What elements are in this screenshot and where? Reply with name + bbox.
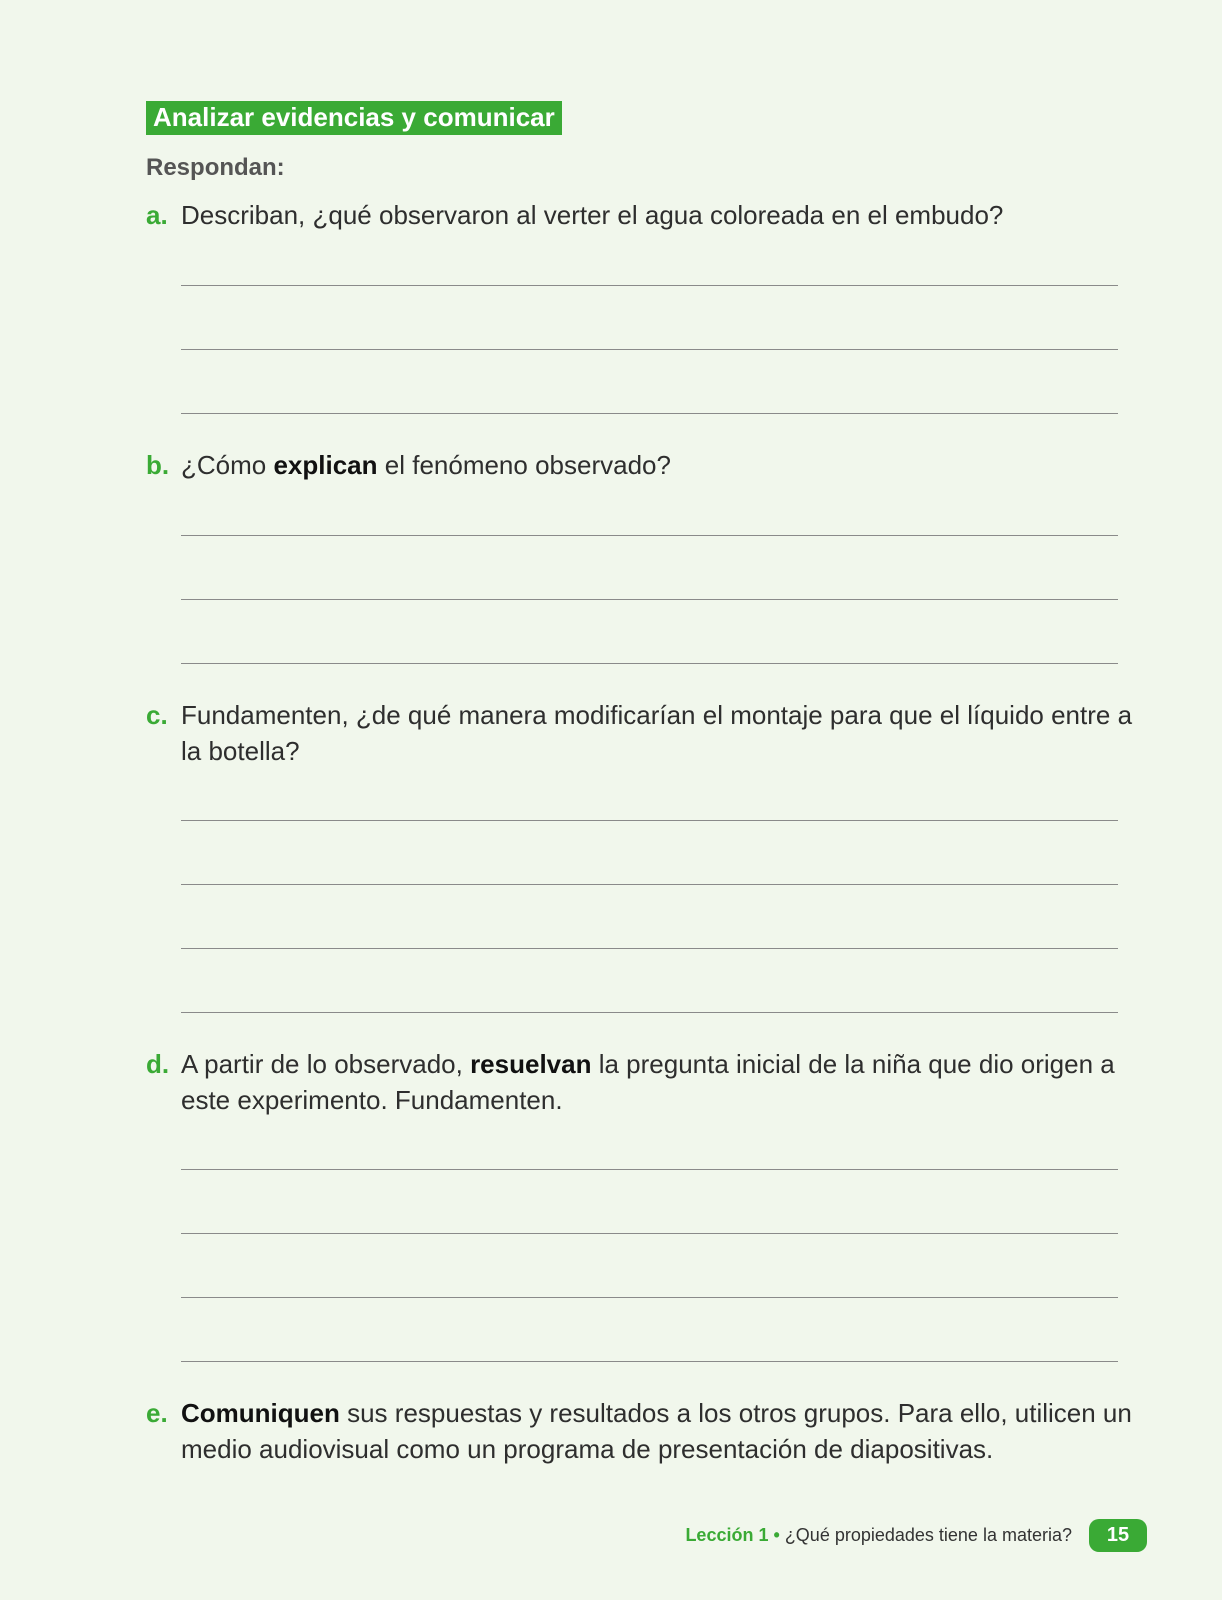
answer-line[interactable] xyxy=(181,820,1118,821)
question-letter: a. xyxy=(146,200,168,230)
answer-line[interactable] xyxy=(181,1169,1118,1170)
answer-line[interactable] xyxy=(181,1233,1118,1234)
lesson-label: Lección 1 xyxy=(685,1525,769,1545)
answer-line[interactable] xyxy=(181,535,1118,536)
question-letter: b. xyxy=(146,450,170,480)
answer-line[interactable] xyxy=(181,1297,1118,1298)
answer-line[interactable] xyxy=(181,884,1118,885)
question-letter: d. xyxy=(146,1049,170,1079)
question-text: ¿Cómo explican el fenómeno observado? xyxy=(181,450,671,480)
answer-line[interactable] xyxy=(181,948,1118,949)
footer-lesson-title xyxy=(685,1525,1072,1546)
answer-line[interactable] xyxy=(181,349,1118,350)
question-a xyxy=(146,197,1136,233)
answer-line[interactable] xyxy=(181,1012,1118,1013)
question-text: Comuniquen sus respuestas y resultados a los otros grupos. Para ello, utilicen un medio audiovisual como un programa de presentación de diapositivas. xyxy=(181,1398,1132,1464)
footer-separator: • xyxy=(773,1525,780,1545)
question-letter: c. xyxy=(146,700,168,730)
page-number-badge: 15 xyxy=(1089,1519,1147,1552)
section-title: Analizar evidencias y comunicar xyxy=(146,101,562,135)
question-text: Describan, ¿qué observaron al verter el agua coloreada en el embudo? xyxy=(181,200,1004,230)
question-e xyxy=(146,1395,1136,1467)
question-text: Fundamenten, ¿de qué manera modificarían el montaje para que el líquido entre a la botella? xyxy=(181,700,1133,766)
question-letter: e. xyxy=(146,1398,168,1428)
page-footer xyxy=(0,1519,1222,1553)
answer-line[interactable] xyxy=(181,663,1118,664)
answer-line[interactable] xyxy=(181,285,1118,286)
answer-line[interactable] xyxy=(181,1361,1118,1362)
answer-line[interactable] xyxy=(181,599,1118,600)
lesson-title: ¿Qué propiedades tiene la materia? xyxy=(784,1525,1072,1545)
question-c xyxy=(146,697,1136,769)
question-b xyxy=(146,447,1136,483)
answer-line[interactable] xyxy=(181,413,1118,414)
question-text: A partir de lo observado, resuelvan la pregunta inicial de la niña que dio origen a este experimento. Fundamenten. xyxy=(181,1049,1115,1115)
instruction-label: Respondan: xyxy=(146,154,285,181)
question-d xyxy=(146,1046,1136,1118)
